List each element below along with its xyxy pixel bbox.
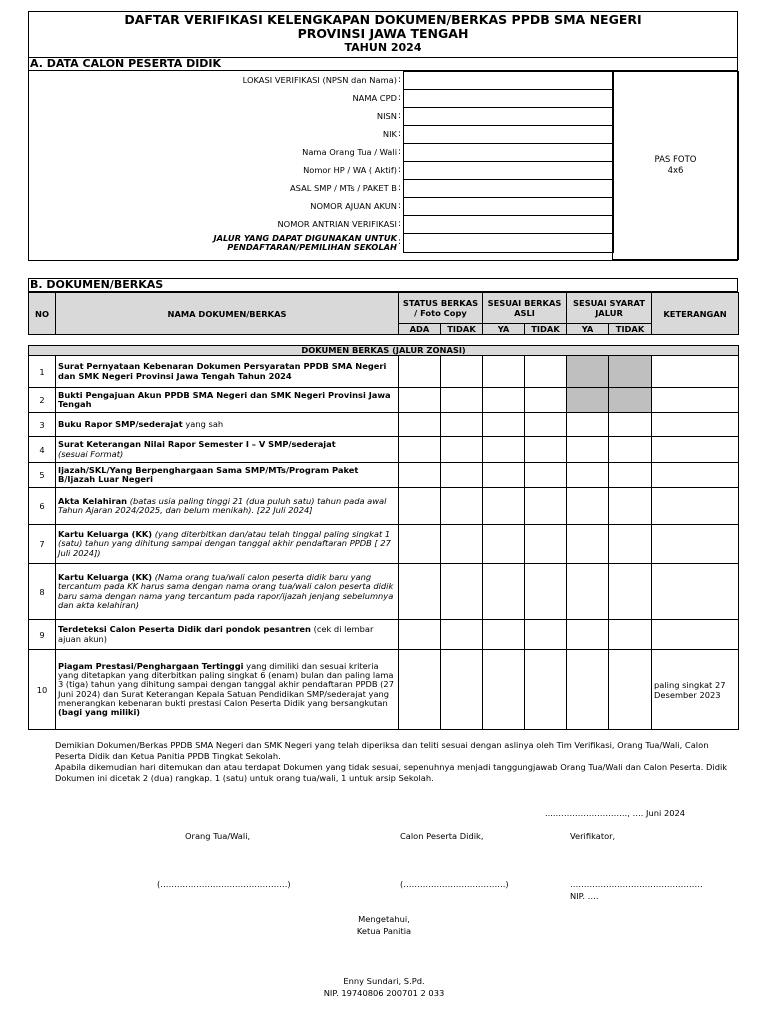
statement-para-2: Apabila dikemudian hari ditemukan dan atau terdapat Dokumen yang tidak sesuai, sepenuhnya menjadi tanggungjawab Orang Tua/Wali dan Calon Peserta. Didik xyxy=(55,762,728,772)
check-cell xyxy=(609,388,652,413)
photo-size: 4x6 xyxy=(667,165,684,176)
doc-title: Kartu Keluarga (KK) xyxy=(58,572,153,583)
row-number: 1 xyxy=(29,356,56,388)
keterangan-cell xyxy=(652,564,739,620)
check-cell[interactable] xyxy=(483,525,525,564)
keterangan-cell xyxy=(652,463,739,488)
doc-title: Terdeteksi Calon Peserta Didik dari pondok pesantren xyxy=(58,624,311,635)
check-cell[interactable] xyxy=(609,564,652,620)
field-label: NAMA CPD xyxy=(352,93,397,103)
check-cell[interactable] xyxy=(483,564,525,620)
chair-nip: NIP. 19740806 200701 2 033 xyxy=(323,988,445,998)
field-colon: : xyxy=(398,147,402,157)
document-name xyxy=(56,620,399,650)
doc-title: Akta Kelahiran xyxy=(58,495,128,506)
field-colon: : xyxy=(398,165,402,175)
sig-label-parent: Orang Tua/Wali, xyxy=(185,831,251,841)
doc-title: Ijazah/SKL/Yang Berpenghargaan Sama SMP/MTs/Program Paket B/Ijazah Luar Negeri xyxy=(58,464,359,484)
field-colon: : xyxy=(398,129,402,139)
section-a-box xyxy=(28,71,738,261)
statement-para-1: Demikian Dokumen/Berkas PPDB SMA Negeri dan SMK Negeri yang telah diperiksa dan teliti sesuai dengan aslinya oleh Tim Verifikasi, Orang Tua/Wali, Calon Peserta Didik dan Ketua Panitia PPDB Tingkat Sekolah. xyxy=(55,740,709,761)
doc-note: (yang diterbitkan dan/atau telah tinggal paling singkat 1 (satu) tahun yang dihitung sampai dengan tanggal akhir pendaftaran PPDB [ 27 Juli 2024]) xyxy=(58,529,391,558)
row-number: 3 xyxy=(29,413,56,437)
check-cell[interactable] xyxy=(609,525,652,564)
field-label: NISN xyxy=(376,111,397,121)
row-number: 6 xyxy=(29,488,56,525)
check-cell[interactable] xyxy=(399,564,441,620)
field-input[interactable] xyxy=(403,125,614,143)
check-cell[interactable] xyxy=(483,356,525,388)
row-number: 5 xyxy=(29,463,56,488)
field-input[interactable] xyxy=(403,197,614,215)
document-name xyxy=(56,650,399,730)
doc-title: Piagam Prestasi/Penghargaan Tertinggi xyxy=(58,660,244,671)
keterangan-cell: paling singkat 27 Desember 2023 xyxy=(652,650,739,730)
check-cell[interactable] xyxy=(483,650,525,730)
field-input[interactable] xyxy=(403,179,614,197)
chair-label: Ketua Panitia xyxy=(356,926,412,936)
group-label: DOKUMEN BERKAS (JALUR ZONASI) xyxy=(29,346,739,356)
check-cell[interactable] xyxy=(483,437,525,463)
signature-date: ....…………………….., …. Juni 2024 xyxy=(545,808,686,818)
table-row xyxy=(29,463,739,488)
jalur-label xyxy=(29,234,397,251)
field-colon: : xyxy=(398,183,402,193)
field-input[interactable] xyxy=(403,215,614,233)
field-input[interactable] xyxy=(403,89,614,107)
check-cell[interactable] xyxy=(483,463,525,488)
keterangan-cell xyxy=(652,356,739,388)
check-cell[interactable] xyxy=(483,620,525,650)
table-row xyxy=(29,525,739,564)
check-cell[interactable] xyxy=(525,564,567,620)
check-cell[interactable] xyxy=(441,356,483,388)
field-colon: : xyxy=(398,111,402,121)
check-cell xyxy=(567,388,609,413)
field-label: LOKASI VERIFIKASI (NPSN dan Nama) xyxy=(242,75,397,85)
sig-label-verifier: Verifikator, xyxy=(570,831,616,841)
col-nama-header: NAMA DOKUMEN/BERKAS xyxy=(56,293,399,335)
check-cell[interactable] xyxy=(525,525,567,564)
field-label: NOMOR ANTRIAN VERIFIKASI xyxy=(277,219,397,229)
keterangan-cell xyxy=(652,488,739,525)
document-name xyxy=(56,413,399,437)
check-cell[interactable] xyxy=(399,488,441,525)
table-row xyxy=(29,413,739,437)
check-cell[interactable] xyxy=(609,650,652,730)
check-cell[interactable] xyxy=(441,620,483,650)
check-cell[interactable] xyxy=(441,463,483,488)
table-row xyxy=(29,620,739,650)
photo-label: PAS FOTO xyxy=(654,154,697,165)
field-colon: : xyxy=(398,219,402,229)
row-number: 7 xyxy=(29,525,56,564)
check-cell[interactable] xyxy=(609,488,652,525)
row-number: 9 xyxy=(29,620,56,650)
field-colon: : xyxy=(398,75,402,85)
sub-ya: YA xyxy=(567,324,609,335)
document-name xyxy=(56,463,399,488)
col-ket-header: KETERANGAN xyxy=(652,293,739,335)
check-cell[interactable] xyxy=(525,356,567,388)
section-b-heading: B. DOKUMEN/BERKAS xyxy=(28,278,738,292)
document-name xyxy=(56,564,399,620)
table-row xyxy=(29,356,739,388)
field-input[interactable] xyxy=(403,161,614,179)
table-row xyxy=(29,388,739,413)
check-cell[interactable] xyxy=(441,525,483,564)
title-line-2: PROVINSI JAWA TENGAH xyxy=(297,26,469,41)
doc-note: (batas usia paling tinggi 21 (dua puluh satu) tahun pada awal Tahun Ajaran 2024/2025, dan belum menikah). [22 Juli 2024] xyxy=(58,495,387,515)
check-cell[interactable] xyxy=(567,437,609,463)
keterangan-cell xyxy=(652,525,739,564)
check-cell[interactable] xyxy=(399,356,441,388)
photo-box xyxy=(612,71,739,260)
chair-name: Enny Sundari, S.Pd. xyxy=(343,976,425,986)
check-cell[interactable] xyxy=(399,620,441,650)
field-colon: : xyxy=(398,93,402,103)
field-colon: : xyxy=(398,201,402,211)
title-line-3: TAHUN 2024 xyxy=(344,41,422,54)
sig-blank-verifier: ………………………………………… xyxy=(570,879,703,889)
check-cell[interactable] xyxy=(483,488,525,525)
check-cell[interactable] xyxy=(525,388,567,413)
doc-note: (Nama orang tua/wali calon peserta didik baru yang tercantum pada KK harus sama dengan nama orang tua/wali calon peserta didik baru sama dengan nama yang tercantum pada rapor/ijazah jenjang sebelumnya dan akta kelahiran) xyxy=(58,572,394,610)
row-number: 4 xyxy=(29,437,56,463)
field-label: Nomor HP / WA ( Aktif) xyxy=(303,165,397,175)
title-line-1: DAFTAR VERIFIKASI KELENGKAPAN DOKUMEN/BERKAS PPDB SMA NEGERI xyxy=(124,12,642,27)
table-row xyxy=(29,437,739,463)
col-syarat-header: SESUAI SYARAT JALUR xyxy=(567,293,652,324)
document-name xyxy=(56,488,399,525)
check-cell[interactable] xyxy=(399,437,441,463)
check-cell[interactable] xyxy=(609,413,652,437)
check-cell[interactable] xyxy=(525,413,567,437)
verifier-nip: NIP. …. xyxy=(570,891,599,901)
footer-statement xyxy=(55,740,735,784)
doc-note: yang sah xyxy=(182,418,224,429)
check-cell[interactable] xyxy=(399,525,441,564)
row-number: 2 xyxy=(29,388,56,413)
sig-label-student: Calon Peserta Didik, xyxy=(400,831,484,841)
check-cell[interactable] xyxy=(525,488,567,525)
check-cell[interactable] xyxy=(441,388,483,413)
check-cell[interactable] xyxy=(399,413,441,437)
check-cell[interactable] xyxy=(609,620,652,650)
table-row xyxy=(29,564,739,620)
sig-blank-student: (……………………………….) xyxy=(400,879,509,889)
check-cell[interactable] xyxy=(399,463,441,488)
keterangan-cell xyxy=(652,388,739,413)
doc-title: Bukti Pengajuan Akun PPDB SMA Negeri dan SMK Negeri Provinsi Jawa Tengah xyxy=(58,389,391,409)
document-name xyxy=(56,356,399,388)
check-cell[interactable] xyxy=(567,650,609,730)
doc-title: Buku Rapor SMP/sederajat xyxy=(58,418,183,429)
check-cell[interactable] xyxy=(399,650,441,730)
field-label: ASAL SMP / MTs / PAKET B xyxy=(289,183,397,193)
check-cell[interactable] xyxy=(483,388,525,413)
acknowledged-label: Mengetahui, xyxy=(358,914,410,924)
sub-tidak: TIDAK xyxy=(441,324,483,335)
field-input[interactable] xyxy=(403,143,614,161)
check-cell[interactable] xyxy=(525,463,567,488)
field-label: NOMOR AJUAN AKUN xyxy=(310,201,397,211)
doc-note: (cek di lembar ajuan akun) xyxy=(58,624,374,644)
check-cell[interactable] xyxy=(399,388,441,413)
check-cell[interactable] xyxy=(525,650,567,730)
check-cell[interactable] xyxy=(525,437,567,463)
check-cell[interactable] xyxy=(483,413,525,437)
sub-ya: YA xyxy=(483,324,525,335)
doc-tail: (bagi yang miliki) xyxy=(58,706,141,717)
check-cell[interactable] xyxy=(441,437,483,463)
sub-ada: ADA xyxy=(399,324,441,335)
check-cell xyxy=(567,356,609,388)
check-cell[interactable] xyxy=(525,620,567,650)
doc-title: Surat Pernyataan Kebenaran Dokumen Persyaratan PPDB SMA Negeri dan SMK Negeri Provinsi Jawa Tengah Tahun 2024 xyxy=(58,361,387,381)
check-cell[interactable] xyxy=(567,525,609,564)
col-no-header: NO xyxy=(29,293,56,335)
document-title xyxy=(28,11,738,58)
check-cell[interactable] xyxy=(567,564,609,620)
document-name xyxy=(56,388,399,413)
field-input[interactable] xyxy=(403,71,614,89)
doc-title: Kartu Keluarga (KK) xyxy=(58,529,153,540)
col-asli-header: SESUAI BERKAS ASLI xyxy=(483,293,567,324)
check-cell[interactable] xyxy=(609,463,652,488)
jalur-label-2: PENDAFTARAN/PEMILIHAN SEKOLAH xyxy=(227,241,397,252)
sub-tidak: TIDAK xyxy=(525,324,567,335)
field-input[interactable] xyxy=(403,107,614,125)
check-cell[interactable] xyxy=(567,413,609,437)
doc-note: yang dimiliki dan sesuai kriteria yang ditetapkan yang diterbitkan paling singkat 6 (enam) bulan dan paling lama 3 (tiga) tahun yang dihitung sampai dengan tanggal akhir pendaftaran PPDB (27 Juni 2024) dan Surat Keterangan Kepala Satuan Pendidikan SMP/sederajat yang menerangkan kebenaran bukti prestasi Calon Peserta Didik yang bersangkutan xyxy=(58,660,394,708)
jalur-input[interactable] xyxy=(403,233,614,253)
table-row xyxy=(29,650,739,730)
check-cell xyxy=(609,356,652,388)
field-label: NIK xyxy=(382,129,397,139)
document-name xyxy=(56,525,399,564)
document-table xyxy=(28,292,739,730)
check-cell[interactable] xyxy=(567,463,609,488)
row-number: 8 xyxy=(29,564,56,620)
keterangan-cell xyxy=(652,620,739,650)
statement-para-3: Dokumen ini dicetak 2 (dua) rangkap. 1 (satu) untuk orang tua/wali, 1 untuk arsip Sekolah. xyxy=(55,773,434,783)
doc-note: (sesuai Format) xyxy=(58,448,124,459)
field-label: Nama Orang Tua / Wali xyxy=(302,147,397,157)
sig-blank-parent: (……………………………………….) xyxy=(157,879,291,889)
keterangan-cell xyxy=(652,437,739,463)
document-name xyxy=(56,437,399,463)
field-colon: : xyxy=(398,237,402,247)
jalur-label-1: JALUR YANG DAPAT DIGUNAKAN UNTUK xyxy=(213,233,397,243)
check-cell[interactable] xyxy=(567,620,609,650)
form-page xyxy=(28,11,738,730)
check-cell[interactable] xyxy=(609,437,652,463)
check-cell[interactable] xyxy=(567,488,609,525)
check-cell[interactable] xyxy=(441,413,483,437)
doc-title: Surat Keterangan Nilai Rapor Semester I – V SMP/sederajat xyxy=(58,439,336,450)
table-row xyxy=(29,488,739,525)
sub-tidak: TIDAK xyxy=(609,324,652,335)
row-number: 10 xyxy=(29,650,56,730)
check-cell[interactable] xyxy=(441,488,483,525)
col-status-header: STATUS BERKAS / Foto Copy xyxy=(399,293,483,324)
check-cell[interactable] xyxy=(441,650,483,730)
keterangan-cell xyxy=(652,413,739,437)
check-cell[interactable] xyxy=(441,564,483,620)
section-a-heading: A. DATA CALON PESERTA DIDIK xyxy=(28,58,738,71)
